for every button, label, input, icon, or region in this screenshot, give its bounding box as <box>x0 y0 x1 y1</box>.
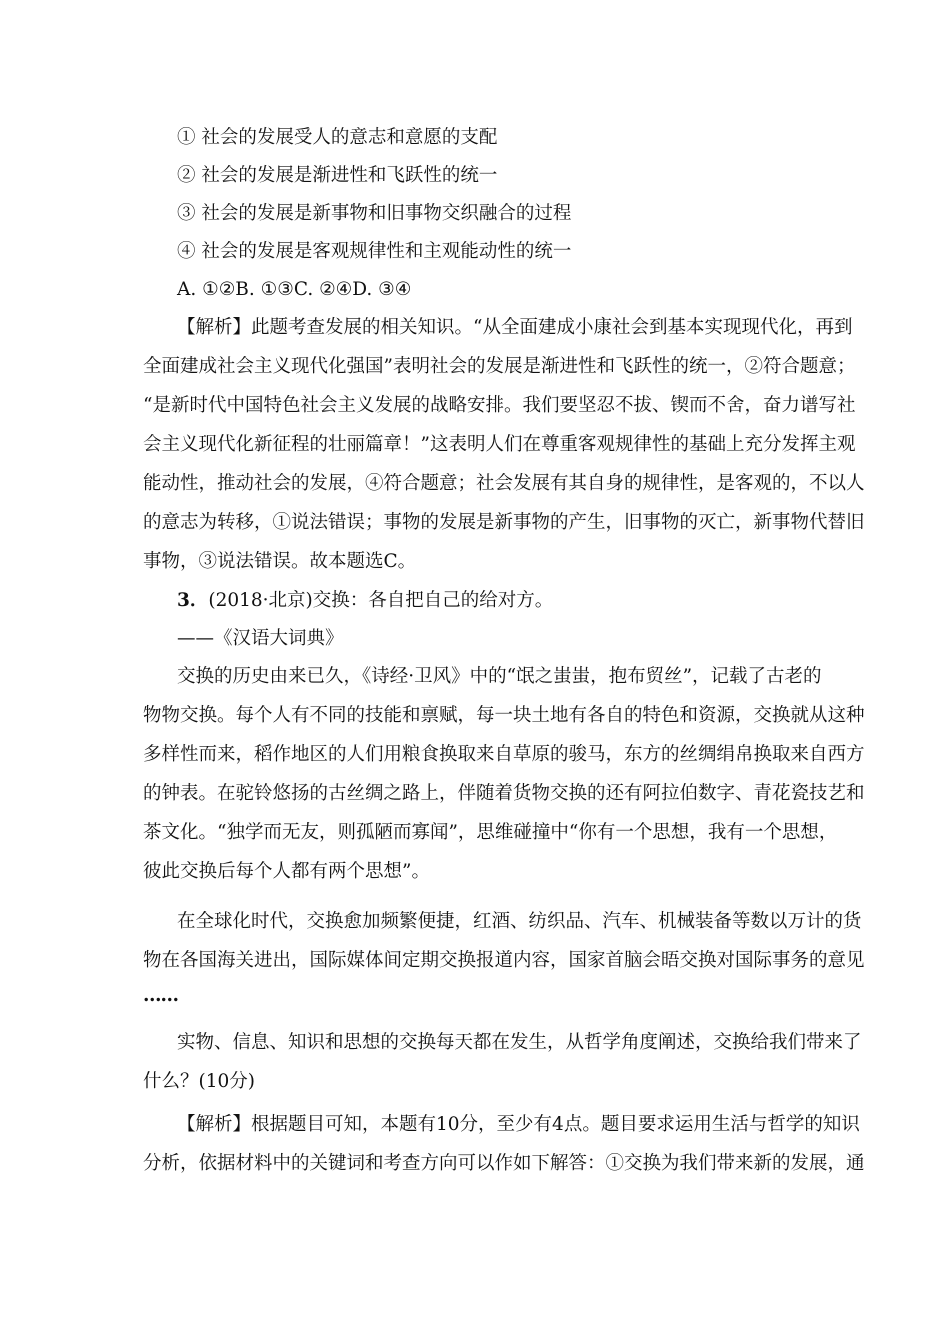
option-4: ④ 社会的发展是客观规律性和主观能动性的统一 <box>177 241 572 262</box>
analysis1-line: “是新时代中国特色社会主义发展的战略安排。我们要坚忍不拔、锲而不舍，奋力谱写社 <box>143 395 856 416</box>
analysis1-line: 能动性，推动社会的发展，④符合题意；社会发展有其自身的规律性，是客观的，不以人 <box>143 473 865 494</box>
question-3 <box>177 589 843 613</box>
question-source: ——《汉语大词典》 <box>177 628 344 649</box>
material2-line: 在全球化时代，交换愈加频繁便捷，红酒、纺织品、汽车、机械装备等数以万计的货 <box>177 911 862 932</box>
question-prompt-line: 什么？(10分) <box>143 1071 255 1092</box>
material1-line: 的钟表。在驼铃悠扬的古丝绸之路上，伴随着货物交换的还有阿拉伯数字、青花瓷技艺和 <box>143 783 865 804</box>
option-2: ② 社会的发展是渐进性和飞跃性的统一 <box>177 165 498 186</box>
answer-choices: A. ①②B. ①③C. ②④D. ③④ <box>177 279 412 300</box>
question-number: 3． <box>177 590 209 611</box>
analysis1-line: 的意志为转移，①说法错误；事物的发展是新事物的产生，旧事物的灭亡，新事物代替旧 <box>143 512 865 533</box>
material1-line: 物物交换。每个人有不同的技能和禀赋，每一块土地有各自的特色和资源，交换就从这种 <box>143 705 865 726</box>
analysis1-line: 全面建成社会主义现代化强国”表明社会的发展是渐进性和飞跃性的统一，②符合题意； <box>143 356 856 377</box>
material1-line: 彼此交换后每个人都有两个思想”。 <box>143 861 430 882</box>
material1-line: 多样性而来，稻作地区的人们用粮食换取来自草原的骏马，东方的丝绸绢帛换取来自西方 <box>143 744 865 765</box>
option-1: ① 社会的发展受人的意志和意愿的支配 <box>177 127 498 148</box>
option-3: ③ 社会的发展是新事物和旧事物交织融合的过程 <box>177 203 572 224</box>
question-prompt-line: 实物、信息、知识和思想的交换每天都在发生，从哲学角度阐述，交换给我们带来了 <box>177 1032 862 1053</box>
analysis1-line: 事物，③说法错误。故本题选C。 <box>143 551 417 572</box>
analysis1-line: 【解析】此题考查发展的相关知识。“从全面建成小康社会到基本实现现代化，再到 <box>177 317 853 338</box>
analysis2-line: 【解析】根据题目可知，本题有10分，至少有4点。题目要求运用生活与哲学的知识 <box>177 1114 860 1135</box>
question-text: (2018·北京)交换：各自把自己的给对方。 <box>208 590 554 611</box>
analysis1-line: 会主义现代化新征程的壮丽篇章！”这表明人们在尊重客观规律性的基础上充分发挥主观 <box>143 434 856 455</box>
material2-ellipsis: …… <box>143 985 178 1006</box>
material1-line: 茶文化。“独学而无友，则孤陋而寡闻”，思维碰撞中“你有一个思想，我有一个思想， <box>143 822 838 843</box>
material2-line: 物在各国海关进出，国际媒体间定期交换报道内容，国家首脑会晤交换对国际事务的意见 <box>143 950 865 971</box>
analysis2-line: 分析，依据材料中的关键词和考查方向可以作如下解答：①交换为我们带来新的发展，通 <box>143 1153 865 1174</box>
material1-line: 交换的历史由来已久，《诗经·卫风》中的“氓之蚩蚩，抱布贸丝”，记载了古老的 <box>177 666 822 687</box>
